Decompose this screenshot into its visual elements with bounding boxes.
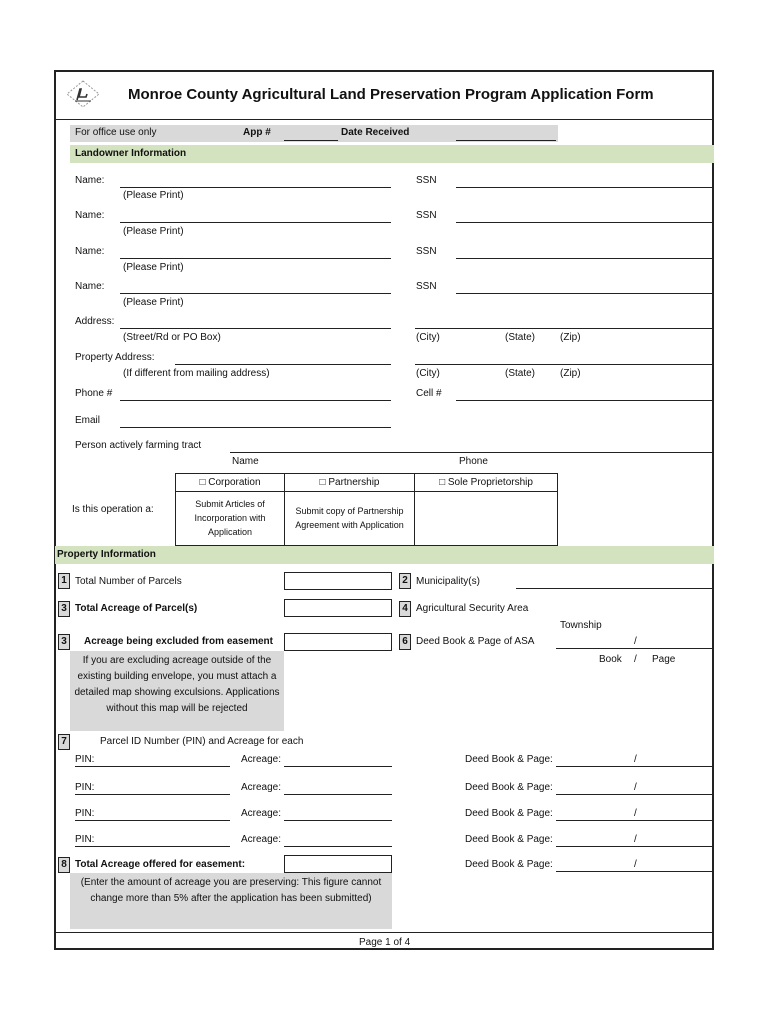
corporation-option[interactable]: □ Corporation xyxy=(175,473,285,492)
email-field[interactable] xyxy=(120,427,391,428)
county-seal-logo xyxy=(66,80,100,108)
name-field-4[interactable] xyxy=(120,293,391,294)
address-field[interactable] xyxy=(120,328,391,329)
ssn-field-4[interactable] xyxy=(456,293,714,294)
city-caption-2: (City) xyxy=(416,368,440,379)
address-label: Address: xyxy=(75,316,115,327)
sole-proprietorship-option[interactable]: □ Sole Proprietorship xyxy=(414,473,558,492)
pin-header: Parcel ID Number (PIN) and Acreage for each xyxy=(100,736,304,747)
for-office-use-label: For office use only xyxy=(75,127,157,138)
property-address-field[interactable] xyxy=(175,364,391,365)
ssn-field-1[interactable] xyxy=(456,187,714,188)
deed-slash-3: / xyxy=(634,808,637,819)
partnership-note: Submit copy of Partnership Agreement with Application xyxy=(284,491,415,546)
deed-field-4[interactable] xyxy=(556,846,714,847)
pin-label-3: PIN: xyxy=(75,808,95,819)
property-section-title: Property Information xyxy=(57,549,156,560)
state-caption-2: (State) xyxy=(505,368,536,379)
name-field-3[interactable] xyxy=(120,258,391,259)
pin-field-1[interactable] xyxy=(75,766,230,767)
email-label: Email xyxy=(75,415,101,426)
name-field-1[interactable] xyxy=(120,187,391,188)
deed-field-5[interactable] xyxy=(556,871,714,872)
acreage-label-1: Acreage: xyxy=(241,754,282,765)
total-parcels-input[interactable] xyxy=(284,572,392,590)
page-number: Page 1 of 4 xyxy=(359,937,411,948)
pin-field-3[interactable] xyxy=(75,820,230,821)
deed-label-4: Deed Book & Page: xyxy=(465,834,553,845)
total-parcels-label: Total Number of Parcels xyxy=(75,576,182,587)
ssn-label-2: SSN xyxy=(416,210,437,221)
acreage-field-4[interactable] xyxy=(284,846,392,847)
township-caption: Township xyxy=(560,620,602,631)
person-farming-field[interactable] xyxy=(230,452,714,453)
deed-slash-1: / xyxy=(634,754,637,765)
offered-note: (Enter the amount of acreage you are preserving: This figure cannot change more than 5% after the application has been submitted) xyxy=(80,877,382,904)
date-received-label: Date Received xyxy=(341,127,410,138)
deed-field-2[interactable] xyxy=(556,794,714,795)
deed-label-1: Deed Book & Page: xyxy=(465,754,553,765)
acreage-label-4: Acreage: xyxy=(241,834,282,845)
farmer-name-caption: Name xyxy=(232,456,259,467)
city-caption-1: (City) xyxy=(416,332,440,343)
partnership-option[interactable]: □ Partnership xyxy=(284,473,415,492)
deed-book-asa-label: Deed Book & Page of ASA xyxy=(416,636,535,647)
deed-label-5: Deed Book & Page: xyxy=(465,859,553,870)
ssn-field-3[interactable] xyxy=(456,258,714,259)
name-label-4: Name: xyxy=(75,281,105,292)
item-number-3a: 3 xyxy=(58,601,70,617)
pin-field-2[interactable] xyxy=(75,794,230,795)
zip-caption-1: (Zip) xyxy=(560,332,581,343)
phone-label: Phone # xyxy=(75,388,113,399)
deed-field-1[interactable] xyxy=(556,766,714,767)
item-number-2: 2 xyxy=(399,573,411,589)
if-different-hint: (If different from mailing address) xyxy=(123,368,270,379)
name-label-3: Name: xyxy=(75,246,105,257)
total-offered-label: Total Acreage offered for easement: xyxy=(75,859,246,870)
page-title: Monroe County Agricultural Land Preservation Program Application Form xyxy=(128,86,654,103)
pin-label-4: PIN: xyxy=(75,834,95,845)
book-page-slash: / xyxy=(634,654,637,665)
person-farming-label: Person actively farming tract xyxy=(75,440,202,451)
deed-label-2: Deed Book & Page: xyxy=(465,782,553,793)
farmer-phone-caption: Phone xyxy=(459,456,488,467)
item-number-8: 8 xyxy=(58,857,70,873)
acreage-field-1[interactable] xyxy=(284,766,392,767)
item-number-4: 4 xyxy=(399,601,411,617)
pin-label-2: PIN: xyxy=(75,782,95,793)
name-label-1: Name: xyxy=(75,175,105,186)
name-label-2: Name: xyxy=(75,210,105,221)
item-number-1: 1 xyxy=(58,573,70,589)
item-number-3b: 3 xyxy=(58,634,70,650)
ssn-field-2[interactable] xyxy=(456,222,714,223)
address-city-state-zip-field[interactable] xyxy=(415,328,714,329)
total-acreage-input[interactable] xyxy=(284,599,392,617)
municipality-label: Municipality(s) xyxy=(416,576,480,587)
total-acreage-label: Total Acreage of Parcel(s) xyxy=(75,603,198,614)
cell-label: Cell # xyxy=(416,388,442,399)
operation-question: Is this operation a: xyxy=(72,504,154,515)
property-address-label: Property Address: xyxy=(75,352,155,363)
phone-field[interactable] xyxy=(120,400,391,401)
deed-label-3: Deed Book & Page: xyxy=(465,808,553,819)
pin-field-4[interactable] xyxy=(75,846,230,847)
ag-security-area-label: Agricultural Security Area xyxy=(416,603,529,614)
sole-proprietorship-note xyxy=(414,491,558,546)
street-hint: (Street/Rd or PO Box) xyxy=(123,332,221,343)
state-caption-1: (State) xyxy=(505,332,536,343)
ssn-label-1: SSN xyxy=(416,175,437,186)
acreage-field-2[interactable] xyxy=(284,794,392,795)
municipality-field[interactable] xyxy=(516,588,714,589)
deed-slash-5: / xyxy=(634,859,637,870)
ssn-label-3: SSN xyxy=(416,246,437,257)
app-number-label: App # xyxy=(243,127,271,138)
deed-slash-2: / xyxy=(634,782,637,793)
asa-slash: / xyxy=(634,636,637,647)
zip-caption-2: (Zip) xyxy=(560,368,581,379)
ssn-label-4: SSN xyxy=(416,281,437,292)
exclusion-note: If you are excluding acreage outside of the existing building envelope, you must attach a detailed map showing exculsions. Applications without this map will be rejected xyxy=(74,655,280,714)
date-received-field[interactable] xyxy=(456,140,556,141)
please-print-4: (Please Print) xyxy=(123,297,184,308)
book-caption: Book xyxy=(599,654,622,665)
please-print-3: (Please Print) xyxy=(123,262,184,273)
total-offered-input[interactable] xyxy=(284,855,392,873)
please-print-1: (Please Print) xyxy=(123,190,184,201)
property-city-state-zip-field[interactable] xyxy=(415,364,714,365)
acreage-label-2: Acreage: xyxy=(241,782,282,793)
landowner-section-title: Landowner Information xyxy=(75,148,187,159)
please-print-2: (Please Print) xyxy=(123,226,184,237)
deed-slash-4: / xyxy=(634,834,637,845)
acreage-excluded-label: Acreage being excluded from easement xyxy=(84,636,273,647)
page-caption: Page xyxy=(652,654,676,665)
item-number-6: 6 xyxy=(399,634,411,650)
pin-label-1: PIN: xyxy=(75,754,95,765)
deed-field-3[interactable] xyxy=(556,820,714,821)
app-number-field[interactable] xyxy=(284,140,338,141)
deed-book-asa-field[interactable] xyxy=(556,648,714,649)
item-number-7: 7 xyxy=(58,734,70,750)
acreage-field-3[interactable] xyxy=(284,820,392,821)
acreage-excluded-input[interactable] xyxy=(284,633,392,651)
name-field-2[interactable] xyxy=(120,222,391,223)
footer-divider xyxy=(54,932,714,933)
corporation-note: Submit Articles of Incorporation with Application xyxy=(175,491,285,546)
acreage-label-3: Acreage: xyxy=(241,808,282,819)
cell-field[interactable] xyxy=(456,400,714,401)
